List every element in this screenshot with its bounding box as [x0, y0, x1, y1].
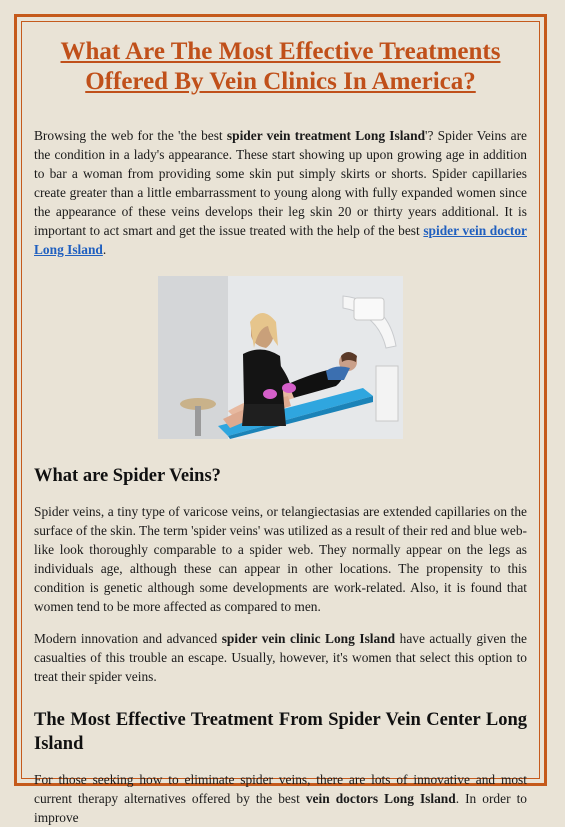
treatment-paragraph: [34, 770, 527, 827]
intro-text-3: .: [102, 242, 107, 257]
section-heading-spider-veins: What are Spider Veins?: [34, 466, 221, 486]
spider-vein-doctor-link[interactable]: spider vein doctor Long Island: [34, 223, 527, 257]
document-title: What Are The Most Effective Treatments Offered By Vein Clinics In America?: [60, 38, 501, 95]
innovation-text-1: Modern innovation and advanced: [34, 631, 222, 646]
spider-veins-paragraph: Spider veins, a tiny type of varicose veins, or telangiectasias are extended capillaries on the surface of the skin. The term 'spider veins' was utilized as a result of their red and blue web-like look thoroughly comparable to a spider web. They normally appear on the legs as individuals age, although these can appear in other locations. The propensity to this condition is genetic although some developments are work-related. Also, it is found that women tend to be more affected as compared to men.: [34, 504, 527, 614]
treatment-text-2: . In order to improve: [34, 791, 527, 825]
article-body: [22, 126, 539, 827]
intro-text-2: '? Spider Veins are the condition in a lady's appearance. These start showing up upon growing age in addition to bar a woman from providing some skin put simply skirts or shorts. Spider capillaries create greater than a little embarrassment to young along with fully expanded women since the appearance of these veins develops their leg skin 20 or thirty years additional. It is important to act smart and get the issue treated with the help of the best: [34, 128, 527, 238]
intro-bold-term: spider vein treatment Long Island: [226, 128, 426, 143]
innovation-bold-term: spider vein clinic Long Island: [221, 631, 396, 646]
doctor-patient-image: [158, 276, 403, 439]
treatment-bold-term: vein doctors Long Island: [305, 791, 456, 806]
intro-paragraph: [34, 126, 527, 259]
modern-innovation-paragraph: [34, 629, 527, 686]
section-heading-effective-treatment: The Most Effective Treatment From Spider Vein Center Long Island: [34, 710, 527, 754]
intro-text-1: Browsing the web for the 'the best: [34, 128, 227, 143]
treatment-text-1: For those seeking how to eliminate spider veins, there are lots of innovative and most current therapy alternatives offered by the best: [34, 772, 527, 806]
treatment-photo: [158, 276, 403, 439]
innovation-text-2: have actually given the casualties of this trouble an escape. Usually, however, it's women that select this option to treat their spider veins.: [34, 631, 527, 684]
document-page: [21, 21, 540, 825]
